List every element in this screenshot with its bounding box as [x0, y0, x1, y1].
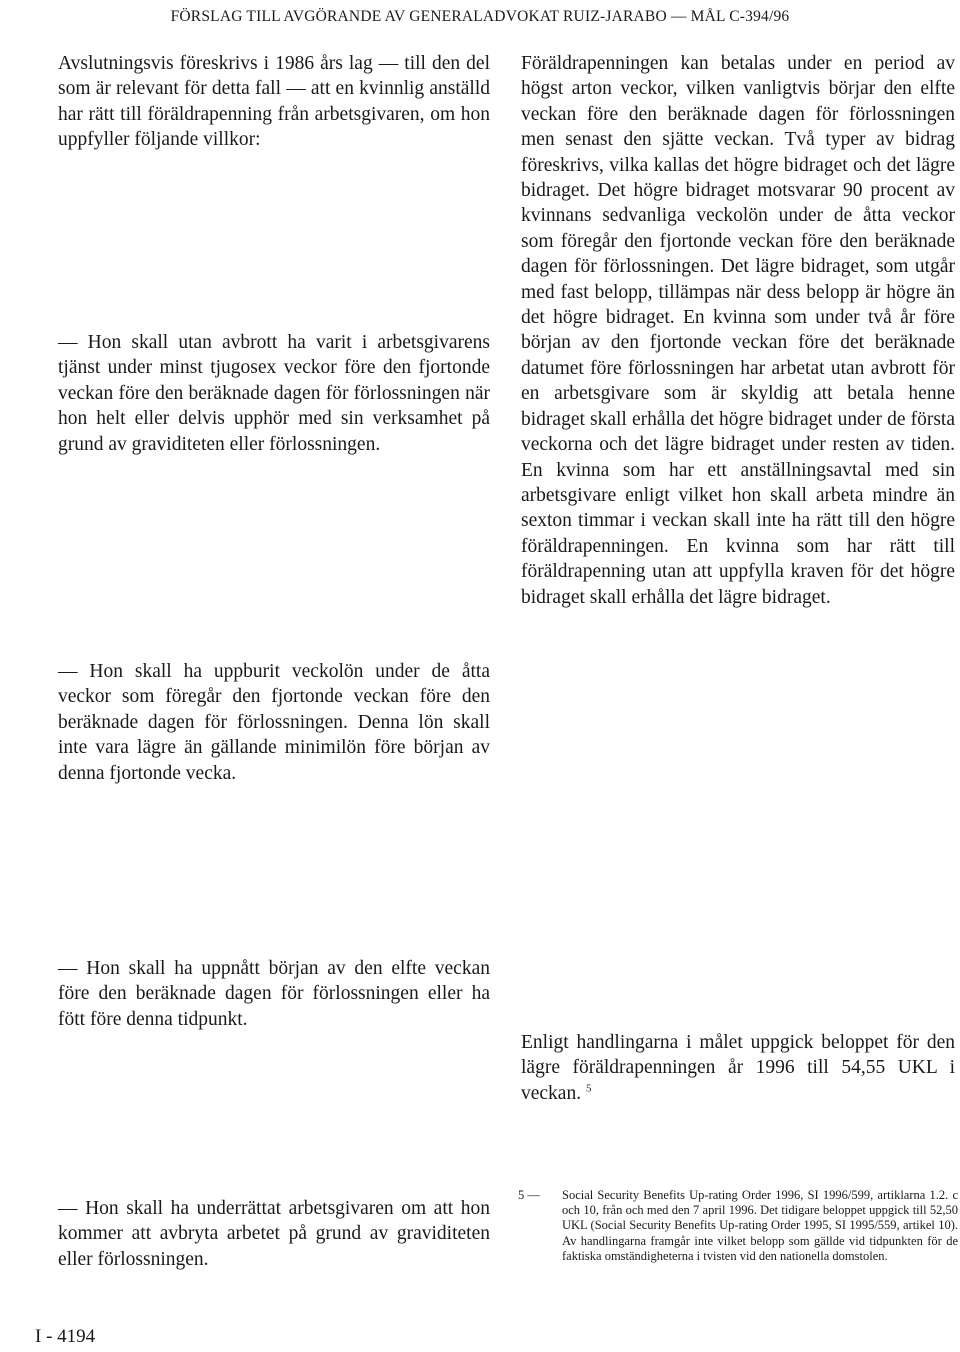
running-header: FÖRSLAG TILL AVGÖRANDE AV GENERALADVOKAT RUIZ-JARABO — MÅL C-394/96: [170, 8, 790, 25]
footnote-text: Social Security Benefits Up-rating Order 1996, SI 1996/599, artiklarna 1.2. c och 10, från och med den 7 april 1996. Det tidigare beloppet uppgick till 52,50 UKL (Social Security Benefits Up-rating Order 1995, SI 1995/559, artikel 10). Av handlingarna framgår inte vilket belopp som gällde vid tidpunkten för de faktiska omständigheterna i tvisten vid den nationella domstolen.: [562, 1188, 958, 1263]
footnote: [518, 1188, 958, 1264]
footnote-marker: 5 —: [518, 1188, 540, 1202]
condition-eleventh-week: — Hon skall ha uppnått början av den elfte veckan före den beräknade dagen för förlossningen eller ha fött före denna tidpunkt.: [58, 958, 490, 1030]
intro-paragraph: Avslutningsvis föreskrivs i 1986 års lag — till den del som är relevant för detta fall — att en kvinnlig anställd har rätt till föräldrapenning från arbetsgivaren, om hon uppfyller följande villkor:: [58, 53, 490, 151]
footnote-reference: 5: [585, 1082, 592, 1095]
condition-employment-period: — Hon skall utan avbrott ha varit i arbetsgivarens tjänst under minst tjugosex veckor före den fjortonde veckan före den beräknade dagen för förlossningen när hon helt eller delvis upphör med sin verksamhet på grund av graviditeten eller förlossningen.: [58, 332, 490, 455]
page-number: I - 4194: [35, 1326, 96, 1347]
maternity-pay-paragraph: Föräldrapenningen kan betalas under en period av högst arton veckor, vilken vanligtvis börjar den elfte veckan före den beräknade dagen för förlossningen men senast den sjätte veckan. Två typer av bidrag föreskrivs, vilka kallas det högre bidraget och det lägre bidraget. Det högre bidraget motsvarar 90 procent av kvinnans sedvanliga veckolön under de åtta veckor som föregår den fjortonde veckan före den beräknade dagen för förlossningen. Det lägre bidraget, som utgår med fast belopp, tillämpas när dess belopp är högre än det högre bidraget. En kvinna som under två år före början av den fjortonde veckan före det beräknade datumet före förlossningen har arbetat utan avbrott för en arbetsgivare som är skyldig att betala henne bidraget skall erhålla det högre bidraget under de första veckorna och det lägre bidraget under resten av tiden. En kvinna som har ett anställningsavtal med sin arbetsgivare enligt vilket hon skall arbeta mindre än sexton timmar i veckan skall inte ha rätt till den högre föräldrapenningen. En kvinna som har rätt till föräldrapenning utan att uppfylla kraven för det högre bidraget skall erhålla det lägre bidraget.: [521, 53, 955, 608]
lower-rate-amount-text: Enligt handlingarna i målet uppgick beloppet för den lägre föräldrapenningen år 1996 till 54,55 UKL i veckan.: [521, 1032, 955, 1104]
condition-notify-employer: — Hon skall ha underrättat arbetsgivaren om att hon kommer att avbryta arbetet på grund av graviditeten eller förlossningen.: [58, 1198, 490, 1270]
condition-weekly-wage: — Hon skall ha uppburit veckolön under de åtta veckor som föregår den fjortonde veckan före den beräknade dagen för förlossningen. Denna lön skall inte vara lägre än gällande minimilön före början av denna fjortonde vecka.: [58, 661, 490, 784]
lower-rate-amount-paragraph: [521, 1030, 955, 1106]
